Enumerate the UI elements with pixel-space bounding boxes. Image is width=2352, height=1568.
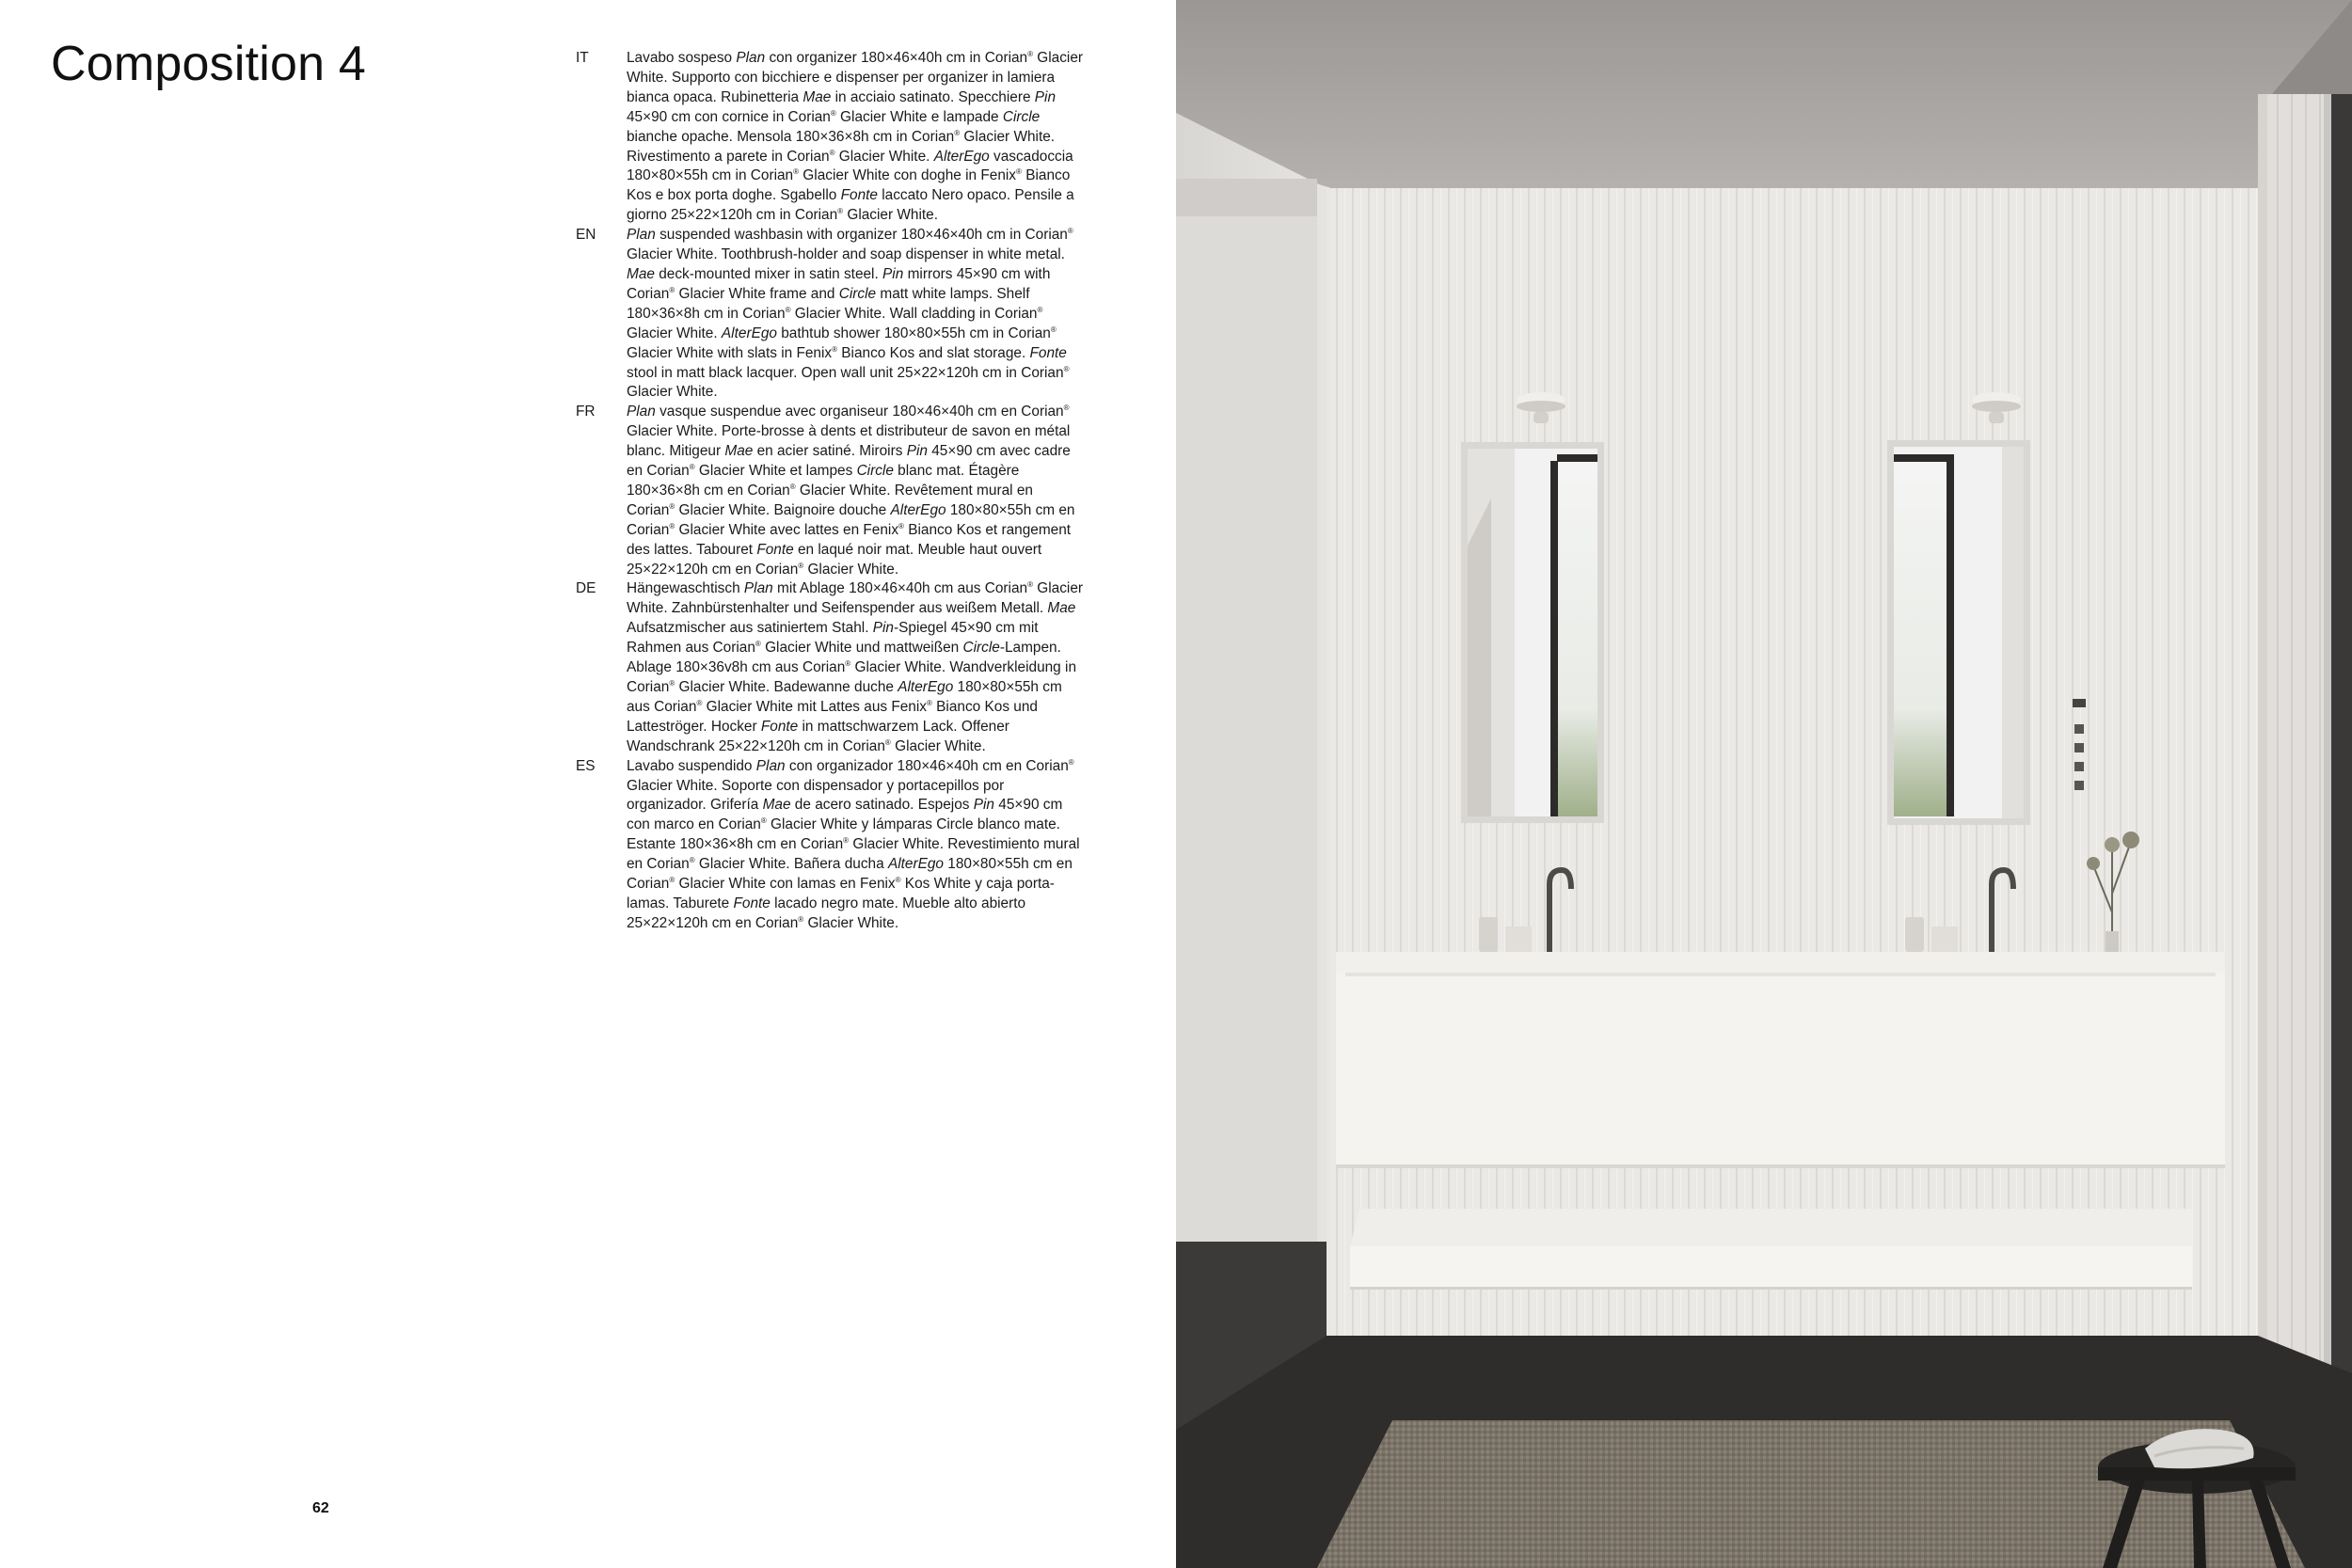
mirror-left (1461, 442, 1604, 823)
product-name: Mae (627, 265, 655, 282)
description-text (627, 404, 1074, 577)
product-name: AlterEgo (898, 679, 954, 695)
text-segment: lacado negro mate. Mueble alto abierto 25×22×120h cm en Corian (627, 895, 1026, 931)
registered-mark: ® (1037, 305, 1043, 314)
text-segment: -Spiegel 45×90 cm mit Rahmen aus Corian (627, 620, 1039, 657)
text-segment: Bianco Kos e box porta doghe. Sgabello (627, 167, 1071, 204)
registered-mark: ® (689, 856, 695, 865)
text-segment: Glacier White. (843, 207, 938, 224)
page-title: Composition 4 (51, 37, 366, 91)
description-it (576, 49, 1084, 226)
description-en (576, 226, 1084, 403)
product-name: AlterEgo (887, 856, 944, 873)
washbasin (1336, 952, 2225, 1168)
product-name: Fonte (840, 187, 878, 204)
text-segment: Glacier White con lamas en Fenix (675, 876, 896, 893)
registered-mark: ® (843, 836, 850, 846)
registered-mark: ® (669, 678, 675, 688)
text-segment: en acier satiné. Miroirs (753, 443, 907, 460)
text-segment: Glacier White. Soporte con dispensador y portacepillos por organizador. Grifería (627, 777, 1005, 814)
language-code: EN (576, 227, 596, 244)
text-segment: Glacier White. Rivestimento a parete in Corian (627, 128, 1056, 165)
text-segment: vascadoccia 180×80×55h cm in Corian (627, 148, 1073, 184)
text-segment: Glacier White. (890, 737, 986, 754)
product-name: Fonte (1029, 344, 1067, 361)
text-segment: Glacier White. (834, 148, 934, 165)
description-fr (576, 403, 1084, 579)
product-name: Circle (856, 463, 894, 480)
registered-mark: ® (1063, 404, 1070, 413)
description-text (627, 758, 1080, 931)
text-segment: Glacier White. Porte-brosse à dents et distributeur de savon en métal blanc. Mitigeur (627, 423, 1071, 460)
registered-mark: ® (1016, 167, 1022, 177)
bathroom-photo (1176, 0, 2352, 1568)
text-segment: Bianco Kos and slat storage. (837, 344, 1030, 361)
product-name: Mae (762, 797, 791, 814)
text-segment: Lavabo sospeso (627, 50, 737, 66)
text-segment: mirrors 45×90 cm with Corian (627, 265, 1051, 302)
text-segment: Glacier White. Bañera ducha (694, 856, 888, 873)
text-segment: Glacier White. Revestimiento mural en Corian (627, 836, 1080, 873)
registered-mark: ® (755, 640, 761, 649)
text-segment: Hängewaschtisch (627, 580, 744, 597)
registered-mark: ® (837, 207, 844, 216)
text-segment: mit Ablage 180×46×40h cm aus Corian (772, 580, 1028, 597)
registered-mark: ® (845, 658, 851, 668)
registered-mark: ® (669, 285, 675, 294)
language-code: ES (576, 757, 596, 774)
text-segment: Glacier White. (803, 561, 899, 578)
product-name: Pin (882, 265, 904, 282)
product-name: Mae (803, 88, 832, 105)
product-descriptions (576, 49, 1084, 934)
text-segment: Bianco Kos et rangement des lattes. Tabouret (627, 521, 1072, 558)
registered-mark: ® (1027, 580, 1033, 590)
registered-mark: ® (898, 521, 904, 531)
text-segment: Glacier White. (627, 384, 718, 401)
text-segment: Glacier White e lampade (835, 108, 1003, 125)
registered-mark: ® (1027, 49, 1034, 58)
text-segment: de acero satinado. Espejos (790, 797, 974, 814)
text-segment: suspended washbasin with organizer 180×46×40h cm in Corian (655, 227, 1068, 244)
registered-mark: ® (895, 875, 901, 884)
registered-mark: ® (1050, 325, 1057, 334)
registered-mark: ® (829, 148, 835, 157)
page-number: 62 (312, 1500, 329, 1516)
registered-mark: ® (798, 914, 804, 924)
description-text (627, 227, 1073, 400)
text-segment: bianche opache. Mensola 180×36×8h cm in Corian (627, 128, 955, 145)
text-segment: en laqué noir mat. Meuble haut ouvert 25×22×120h cm en Corian (627, 541, 1042, 578)
product-name: Mae (724, 443, 754, 460)
product-name: AlterEgo (933, 148, 990, 165)
product-name: Mae (1047, 600, 1076, 617)
text-segment: Glacier White. Supporto con bicchiere e dispenser per organizer in lamiera bianca opaca. Rubinetteria (627, 50, 1084, 105)
product-name: Pin (872, 620, 894, 637)
text-segment: Glacier White. (803, 914, 899, 931)
text-segment: Aufsatzmischer aus satiniertem Stahl. (627, 620, 873, 637)
text-segment: Glacier White. Wall cladding in Corian (790, 305, 1038, 322)
text-segment: Kos White y caja porta-lamas. Taburete (627, 876, 1055, 911)
text-segment: deck-mounted mixer in satin steel. (654, 265, 883, 282)
registered-mark: ® (785, 305, 791, 314)
product-name: Pin (1034, 88, 1057, 105)
product-name: Plan (736, 50, 766, 66)
registered-mark: ® (1067, 227, 1073, 236)
text-segment: Glacier White y lámparas Circle blanco mate. Estante 180×36×8h cm en Corian (627, 816, 1060, 853)
product-name: Circle (1002, 108, 1041, 125)
product-name: Circle (838, 285, 877, 302)
mirror-right (1887, 440, 2030, 825)
product-name: Circle (962, 640, 1000, 657)
text-segment: bathtub shower 180×80×55h cm in Corian (776, 325, 1051, 341)
registered-mark: ® (798, 561, 804, 570)
text-segment: Glacier White frame and (675, 285, 839, 302)
text-segment: 180×80×55h cm aus Corian (627, 679, 1062, 715)
registered-mark: ® (669, 875, 675, 884)
text-segment: con organizer 180×46×40h cm in Corian (765, 50, 1028, 66)
product-name: Fonte (756, 541, 794, 558)
product-name: Pin (973, 797, 994, 814)
product-name: Plan (627, 227, 656, 244)
product-name: Fonte (760, 718, 799, 735)
registered-mark: ® (884, 737, 891, 747)
text-segment: Glacier White avec lattes en Fenix (675, 521, 899, 538)
text-segment: laccato Nero opaco. Pensile a giorno 25×22×120h cm in Corian (627, 187, 1074, 224)
description-de (576, 579, 1084, 756)
product-name: Pin (906, 443, 928, 460)
text-segment: blanc mat. Étagère 180×36×8h cm en Corian (627, 463, 1020, 499)
product-name: Fonte (733, 895, 771, 911)
text-segment: con organizador 180×46×40h cm en Corian (785, 757, 1069, 774)
text-segment: Glacier White con doghe in Fenix (799, 167, 1017, 184)
text-segment: stool in matt black lacquer. Open wall unit 25×22×120h cm in Corian (627, 364, 1064, 381)
text-segment: 180×80×55h cm en Corian (627, 856, 1073, 893)
language-code: FR (576, 404, 596, 420)
text-segment: Glacier White et lampes (694, 463, 857, 480)
text-segment: Glacier White mit Lattes aus Fenix (702, 698, 927, 715)
registered-mark: ® (669, 521, 675, 531)
registered-mark: ® (689, 462, 695, 471)
text-segment: 180×80×55h cm en Corian (627, 501, 1075, 538)
text-segment: vasque suspendue avec organiseur 180×46×40h cm en Corian (655, 404, 1064, 420)
bathroom-scene-image (1176, 0, 2352, 1568)
registered-mark: ® (954, 128, 961, 137)
text-segment: Lavabo suspendido (627, 757, 756, 774)
language-code: IT (576, 50, 589, 66)
registered-mark: ® (830, 108, 836, 118)
registered-mark: ® (1068, 757, 1074, 767)
text-segment: Glacier White. Toothbrush-holder and soap dispenser in white metal. (627, 246, 1065, 263)
text-segment: Glacier White. Wandverkleidung in Corian (627, 659, 1076, 695)
shelf (1350, 1209, 2192, 1290)
registered-mark: ® (760, 816, 767, 826)
text-segment: Glacier White. Revêtement mural en Corian (627, 482, 1033, 518)
product-name: AlterEgo (890, 501, 946, 518)
language-code: DE (576, 580, 596, 597)
product-name: Plan (627, 404, 656, 420)
text-segment: Glacier White und mattweißen (760, 640, 963, 657)
registered-mark: ® (793, 167, 800, 177)
text-segment: in mattschwarzem Lack. Offener Wandschrank 25×22×120h cm in Corian (627, 718, 1009, 754)
description-text (627, 50, 1083, 223)
text-segment: Bianco Kos und Latteströger. Hocker (627, 698, 1038, 735)
product-name: Plan (755, 757, 786, 774)
registered-mark: ® (669, 501, 675, 511)
text-segment: 45×90 cm avec cadre en Corian (627, 443, 1071, 480)
text-segment: 45×90 cm con marco en Corian (627, 797, 1063, 833)
text-segment: Glacier White. Zahnbürstenhalter und Seifenspender aus weißem Metall. (627, 580, 1084, 617)
registered-mark: ® (696, 698, 703, 707)
registered-mark: ® (926, 698, 932, 707)
text-segment: Glacier White. (627, 325, 722, 341)
registered-mark: ® (789, 482, 796, 491)
description-text (627, 580, 1083, 753)
text-segment: matt white lamps. Shelf 180×36×8h cm in Corian (627, 285, 1030, 322)
text-segment: Glacier White. Baignoire douche (675, 501, 891, 518)
registered-mark: ® (1063, 364, 1070, 373)
registered-mark: ® (832, 344, 838, 354)
product-name: Plan (743, 580, 773, 597)
text-segment: -Lampen. Ablage 180×36v8h cm aus Corian (627, 640, 1061, 676)
text-segment: in acciaio satinato. Specchiere (831, 88, 1035, 105)
description-es (576, 757, 1084, 934)
text-segment: Glacier White. Badewanne duche (675, 679, 898, 695)
text-segment: Glacier White with slats in Fenix (627, 344, 833, 361)
product-name: AlterEgo (721, 325, 777, 341)
text-segment: 45×90 cm con cornice in Corian (627, 108, 831, 125)
